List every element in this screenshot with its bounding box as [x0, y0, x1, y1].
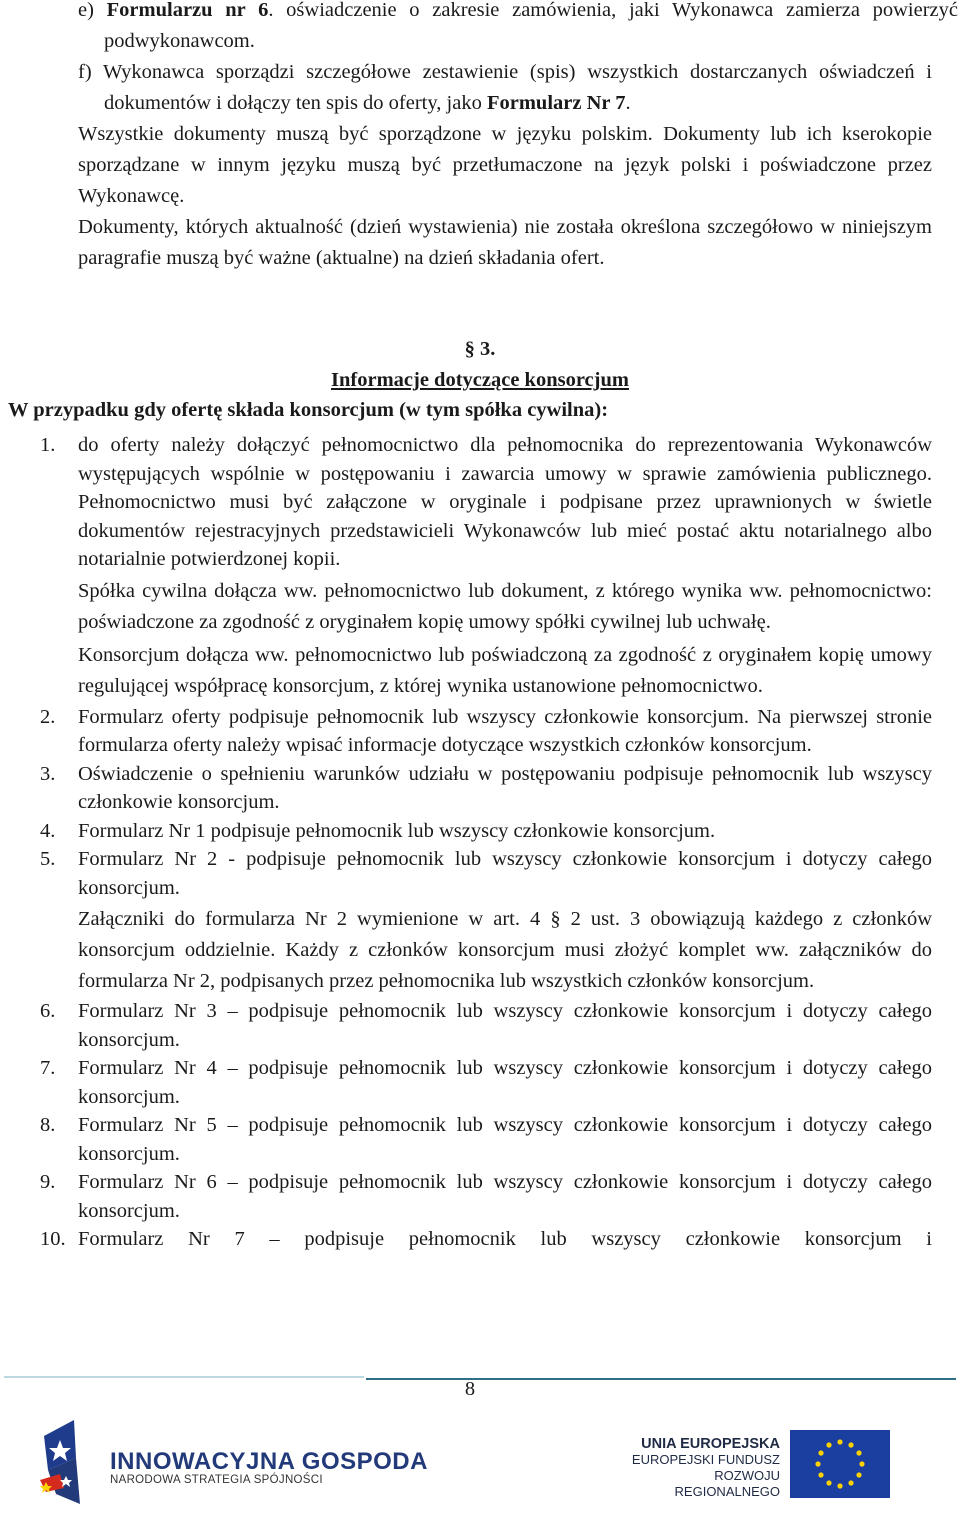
eu-logo-line1: UNIA EUROPEJSKA	[641, 1436, 780, 1452]
item-e-label: e)	[78, 0, 94, 21]
item-text: do oferty należy dołączyć pełnomocnictwo dla pełnomocnika do reprezentowania Wykonawców występujących wspólnie w postępowaniu i zawarcia umowy w sprawie zamówienia publicznego. Pełnomocnictwo musi być załączone w oryginale i podpisane przez uprawnionych w świetle dokumentów rejestracyjnych przedstawicieli Wykonawców lub mieć postać aktu notarialnego albo notarialnie potwierdzonej kopii.	[78, 434, 932, 570]
eu-flag-icon	[790, 1430, 890, 1503]
item-number: 9.	[40, 1171, 56, 1193]
section-lead: W przypadku gdy ofertę składa konsorcjum (w tym spółka cywilna):	[8, 399, 609, 421]
list-item	[40, 1111, 932, 1168]
innovative-economy-logo	[36, 1418, 106, 1513]
item-text: Formularz Nr 3 – podpisuje pełnomocnik lub wszyscy członkowie konsorcjum i dotyczy całego konsorcjum.	[78, 1000, 932, 1051]
item-text: Oświadczenie o spełnieniu warunków udziału w postępowaniu podpisuje pełnomocnik lub wszyscy członkowie konsorcjum.	[78, 762, 932, 813]
list-item	[40, 703, 932, 760]
paragraph-validity: Dokumenty, których aktualność (dzień wystawienia) nie została określona szczegółowo w niniejszym paragrafie muszą być ważne (aktualne) na dzień składania ofert.	[78, 216, 932, 269]
list-item	[40, 845, 932, 997]
item-text: Formularz Nr 2 - podpisuje pełnomocnik lub wszyscy członkowie konsorcjum i dotyczy całego konsorcjum.	[78, 848, 932, 899]
item-number: 10.	[40, 1228, 66, 1250]
item-text: Formularz Nr 1 podpisuje pełnomocnik lub wszyscy członkowie konsorcjum.	[78, 819, 716, 842]
left-logo-subtitle: NARODOWA STRATEGIA SPÓJNOŚCI	[110, 1474, 323, 1486]
item-extra-consortium: Konsorcjum dołącza ww. pełnomocnictwo lub poświadczoną za zgodność z oryginałem kopię umowy regulującej współpracę konsorcjum, z której wynika ustanowione pełnomocnictwo.	[78, 643, 932, 697]
list-item	[40, 817, 932, 846]
item-f-body	[78, 57, 932, 119]
eu-logo-line3: ROZWOJU REGIONALNEGO	[674, 1468, 780, 1499]
item-number: 8.	[40, 1114, 56, 1136]
item-extra-attachments: Załączniki do formularza Nr 2 wymienione w art. 4 § 2 ust. 3 obowiązują każdego z członków konsorcjum oddzielnie. Każdy z członków konsorcjum musi złożyć komplet ww. załączników do formularza Nr 2, podpisanych przez pełnomocnika lub wszystkich członków konsorcjum.	[78, 908, 932, 992]
list-item	[40, 997, 932, 1054]
section-title: Informacje dotyczące konsorcjum	[331, 369, 629, 391]
left-logo-title: INNOWACYJNA GOSPODA	[110, 1448, 428, 1475]
item-e-bold: Formularzu nr 6	[106, 0, 269, 21]
item-f-text: f) Wykonawca sporządzi szczegółowe zestawienie (spis) wszystkich dostarczanych oświadczeń i dokumentów i dołączy ten spis do oferty, jako	[78, 61, 932, 114]
list-item	[40, 760, 932, 817]
item-text: Formularz Nr 4 – podpisuje pełnomocnik lub wszyscy członkowie konsorcjum i dotyczy całego konsorcjum.	[78, 1057, 932, 1108]
list-item	[40, 1168, 932, 1225]
item-number: 1.	[40, 434, 56, 456]
list-item	[40, 431, 932, 702]
section-number: § 3.	[464, 338, 496, 360]
item-text: Formularz Nr 6 – podpisuje pełnomocnik lub wszyscy członkowie konsorcjum i dotyczy całego konsorcjum.	[78, 1171, 932, 1222]
list-item	[40, 1054, 932, 1111]
item-number: 7.	[40, 1057, 56, 1079]
item-number: 6.	[40, 1000, 56, 1022]
item-number: 3.	[40, 762, 56, 785]
eu-logo-text	[612, 1436, 780, 1500]
item-f-end: .	[625, 92, 631, 114]
list-item	[40, 1225, 932, 1254]
logo-mark-icon	[36, 1418, 106, 1508]
paragraph-language: Wszystkie dokumenty muszą być sporządzone w języku polskim. Dokumenty lub ich kserokopie sporządzane w innym języku muszą być przetłumaczone na język polski i poświadczone przez Wykonawcę.	[78, 123, 932, 207]
item-f-bold: Formularz Nr 7	[486, 92, 626, 114]
item-number: 5.	[40, 848, 56, 870]
item-text: Formularz Nr 7 – podpisuje pełnomocnik lub wszyscy członkowie konsorcjum i	[78, 1228, 932, 1250]
item-number: 2.	[40, 705, 56, 728]
list-item-f	[78, 57, 932, 119]
item-number: 4.	[40, 819, 56, 842]
item-text: Formularz oferty podpisuje pełnomocnik lub wszyscy członkowie konsorcjum. Na pierwszej stronie formularza oferty należy wpisać informacje dotyczące wszystkich członków konsorcjum.	[78, 705, 932, 756]
eu-logo-line2: EUROPEJSKI FUNDUSZ	[631, 1452, 780, 1467]
list-item-e	[78, 0, 958, 57]
item-extra-civil: Spółka cywilna dołącza ww. pełnomocnictwo lub dokument, z którego wynika ww. pełnomocnictwo: poświadczone za zgodność z oryginałem kopię umowy spółki cywilnej lub uchwałę.	[78, 579, 932, 633]
page-number: 8	[464, 1378, 476, 1400]
consortium-rules-list	[40, 431, 932, 1254]
item-e-text: . oświadczenie o zakresie zamówienia, jaki Wykonawca zamierza powierzyć podwykonawcom.	[104, 0, 959, 52]
item-text: Formularz Nr 5 – podpisuje pełnomocnik lub wszyscy członkowie konsorcjum i dotyczy całego konsorcjum.	[78, 1114, 932, 1165]
